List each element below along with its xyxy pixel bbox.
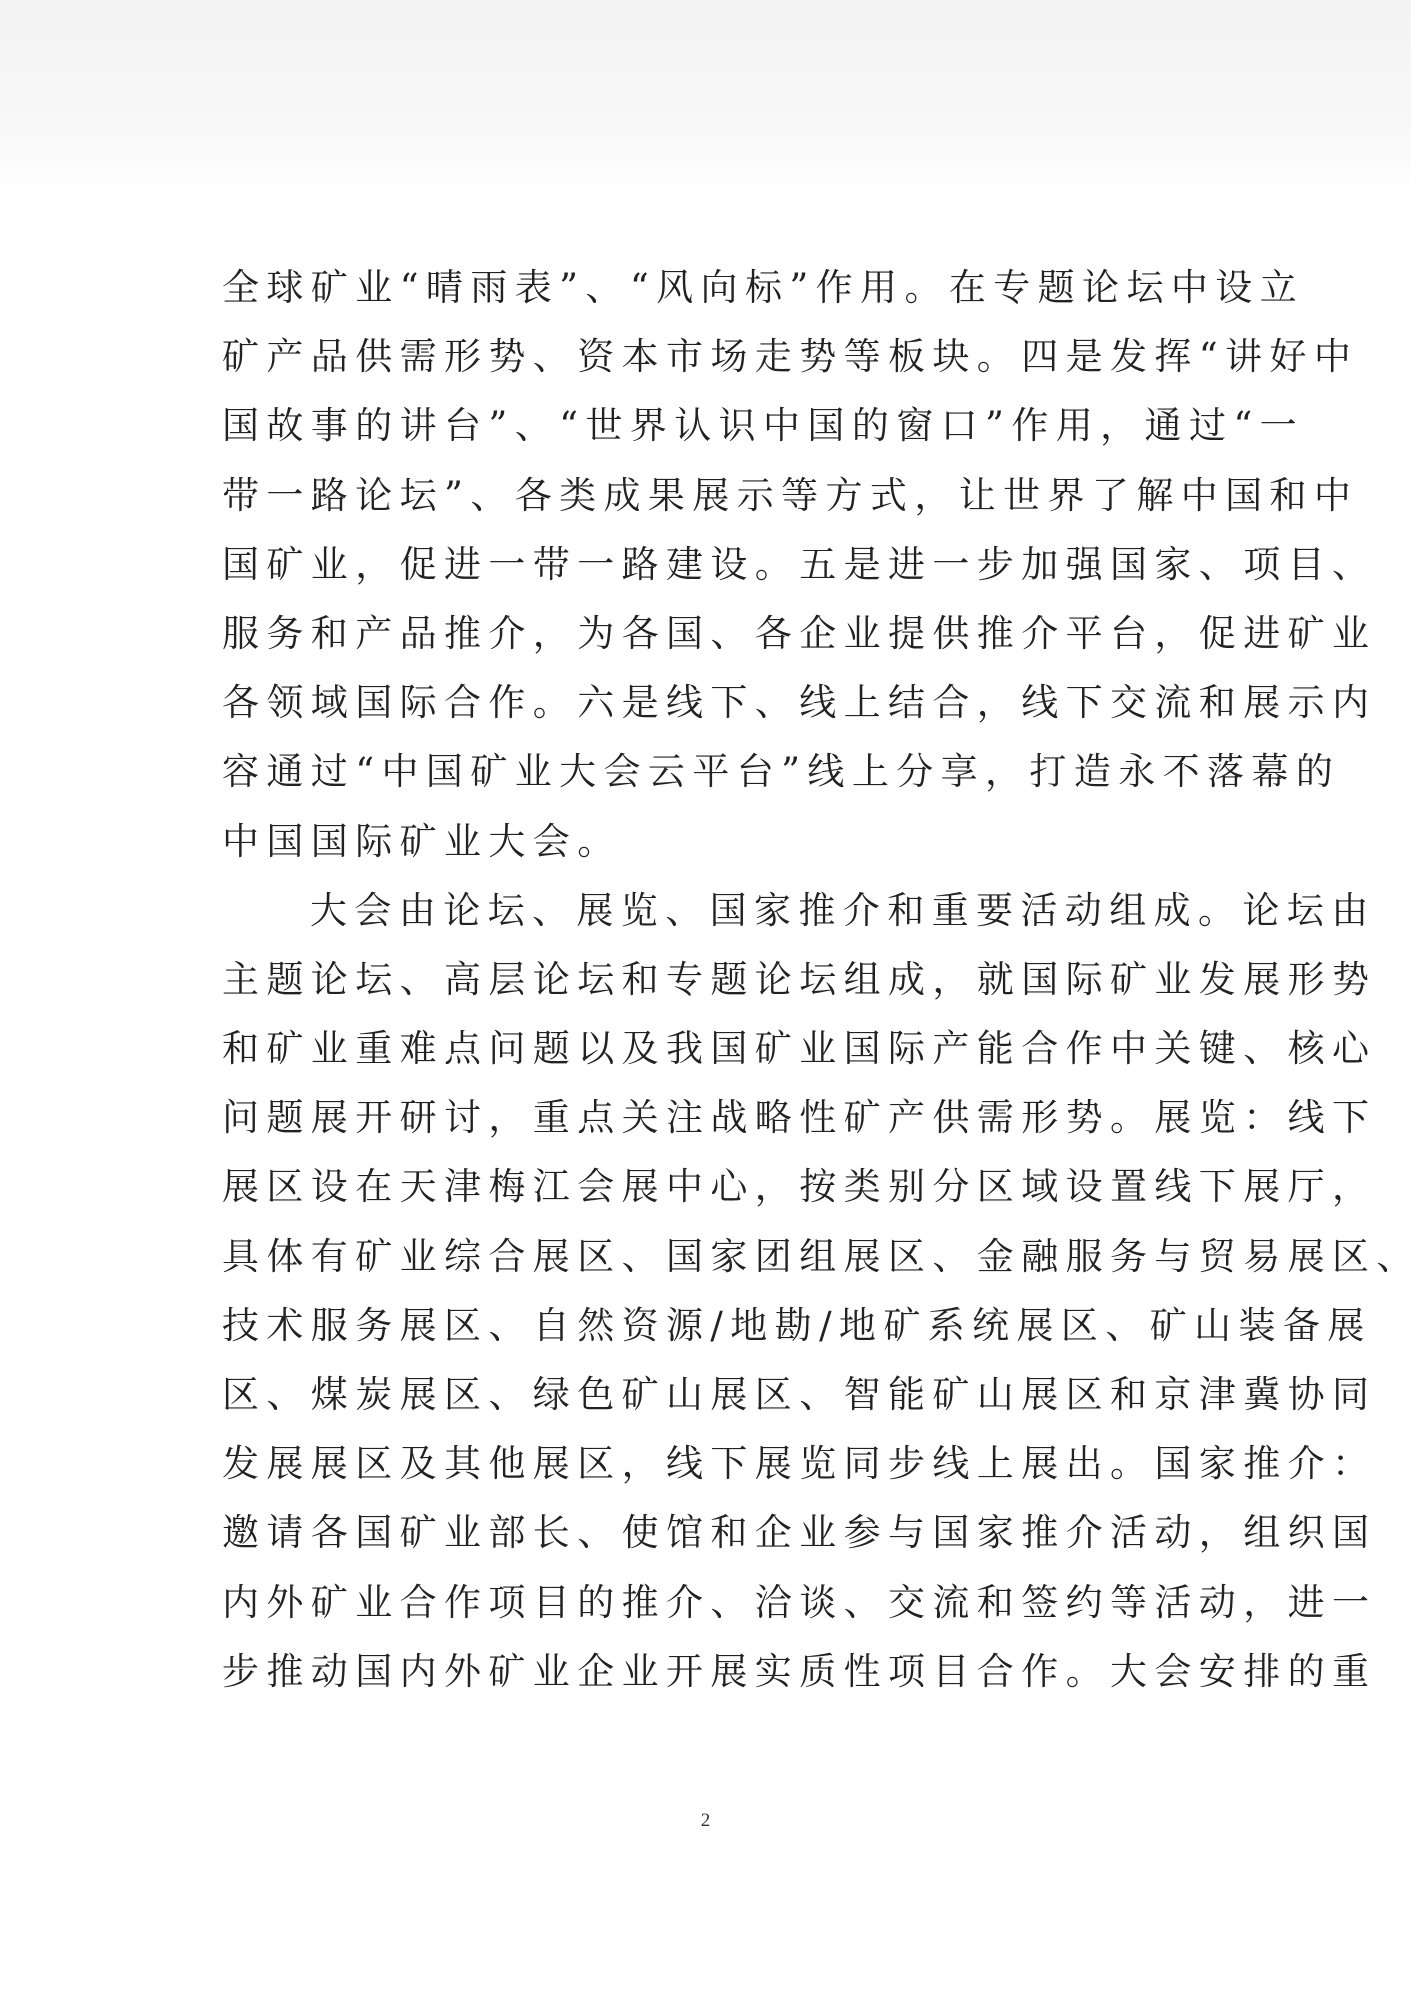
text-line: 主题论坛、高层论坛和专题论坛组成，就国际矿业发展形势 — [222, 957, 1377, 1001]
text-line: 邀请各国矿业部长、使馆和企业参与国家推介活动，组织国 — [222, 1511, 1377, 1555]
text-line: 各领域国际合作。六是线下、线上结合，线下交流和展示内 — [222, 681, 1377, 725]
text-line: 矿产品供需形势、资本市场走势等板块。四是发挥“讲好中 — [222, 335, 1359, 379]
text-line: 全球矿业“晴雨表”、“风向标”作用。在专题论坛中设立 — [222, 266, 1305, 309]
text-line: 发展展区及其他展区，线下展览同步线上展出。国家推介： — [222, 1442, 1377, 1486]
text-line: 服务和产品推介，为各国、各企业提供推介平台，促进矿业 — [222, 611, 1377, 655]
text-line: 带一路论坛”、各类成果展示等方式，让世界了解中国和中 — [222, 473, 1359, 517]
text-line: 步推动国内外矿业企业开展实质性项目合作。大会安排的重 — [222, 1649, 1377, 1693]
text-line: 容通过“中国矿业大会云平台”线上分享，打造永不落幕的 — [222, 750, 1341, 794]
paragraph-1 — [222, 253, 1377, 876]
text-line: 国故事的讲台”、“世界认识中国的窗口”作用，通过“一 — [222, 404, 1305, 448]
text-line: 展区设在天津梅江会展中心，按类别分区域设置线下展厅， — [222, 1165, 1377, 1209]
text-line: 和矿业重难点问题以及我国矿业国际产能合作中关键、核心 — [222, 1027, 1377, 1071]
document-body — [222, 253, 1421, 1706]
scan-shadow — [0, 0, 1411, 190]
text-line: 技术服务展区、自然资源/地勘/地矿系统展区、矿山装备展 — [222, 1303, 1372, 1347]
text-line: 内外矿业合作项目的推介、洽谈、交流和签约等活动，进一 — [222, 1580, 1377, 1624]
paragraph-2 — [222, 876, 1421, 1706]
text-line: 区、煤炭展区、绿色矿山展区、智能矿山展区和京津冀协同 — [222, 1373, 1377, 1416]
text-line: 具体有矿业综合展区、国家团组展区、金融服务与贸易展区、 — [222, 1234, 1421, 1278]
page-number: 2 — [700, 1810, 711, 1831]
text-line: 中国国际矿业大会。 — [222, 819, 622, 863]
text-line: 国矿业，促进一带一路建设。五是进一步加强国家、项目、 — [222, 542, 1377, 586]
text-line-first: 大会由论坛、展览、国家推介和重要活动组成。论坛由 — [310, 888, 1376, 932]
text-line: 问题展开研讨，重点关注战略性矿产供需形势。展览：线下 — [222, 1096, 1377, 1140]
